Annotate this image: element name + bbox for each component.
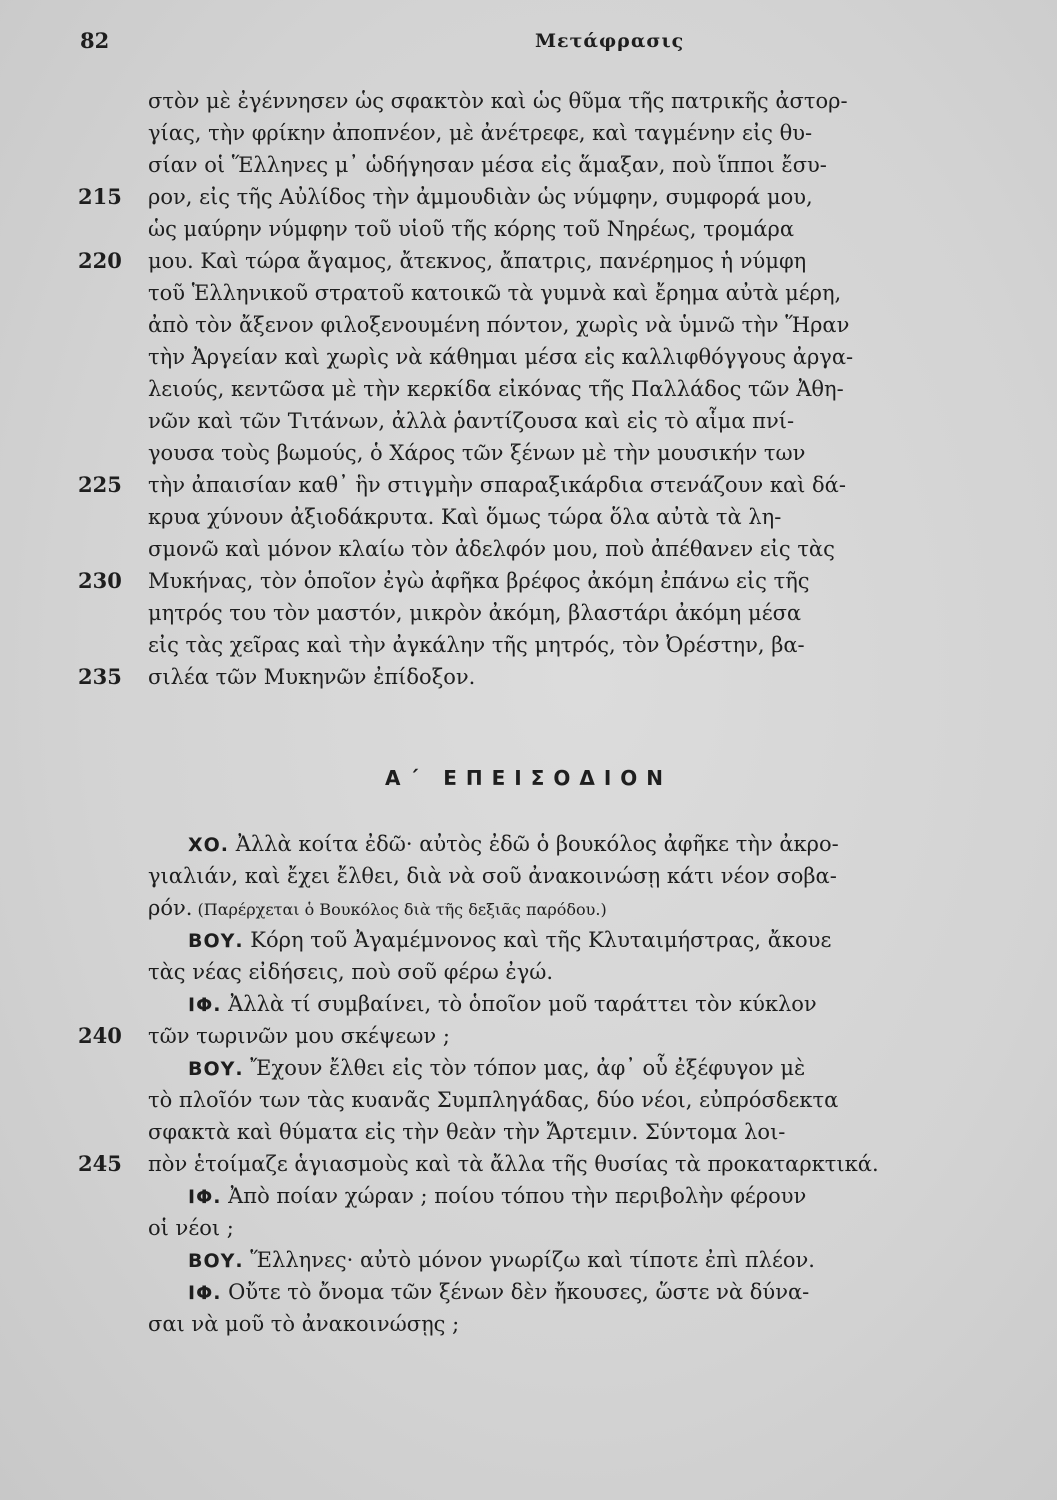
line-text: γουσα τοὺς βωμούς, ὁ Χάρος τῶν ξένων μὲ τὴν μουσικήν των bbox=[148, 441, 806, 465]
text-line bbox=[0, 117, 1057, 149]
verse-text: σφακτὰ καὶ θύματα εἰς τὴν θεὰν τὴν Ἄρτεμιν. Σύντομα λοι- bbox=[148, 1120, 786, 1144]
line-text: στὸν μὲ ἐγέννησεν ὡς σφακτὸν καὶ ὡς θῦμα τῆς πατρικῆς ἀστορ- bbox=[148, 89, 848, 113]
verse-text: Ἀλλὰ κοίτα ἐδῶ· αὐτὸς ἐδῶ ὁ βουκόλος ἀφῆκε τὴν ἀκρο- bbox=[229, 832, 839, 856]
text-line bbox=[0, 245, 1057, 277]
line-number: 230 bbox=[78, 568, 122, 593]
verse-text: πὸν ἑτοίμαζε ἁγιασμοὺς καὶ τὰ ἄλλα τῆς θυσίας τὰ προκαταρκτικά. bbox=[148, 1152, 879, 1176]
text-line bbox=[0, 277, 1057, 309]
text-line bbox=[0, 501, 1057, 533]
text-line bbox=[0, 149, 1057, 181]
line-text: σιλέα τῶν Μυκηνῶν ἐπίδοξον. bbox=[148, 665, 476, 689]
passage-monologue bbox=[0, 85, 1057, 693]
line-text bbox=[188, 1052, 993, 1084]
line-text bbox=[148, 1212, 993, 1244]
line-number: 245 bbox=[78, 1151, 122, 1176]
line-text: ρον, εἰς τῆς Αὐλίδος τὴν ἀμμουδιὰν ὡς νύμφην, συμφορά μου, bbox=[148, 185, 813, 209]
passage-dialogue bbox=[0, 828, 1057, 1340]
text-line bbox=[0, 597, 1057, 629]
line-text: κρυα χύνουν ἀξιοδάκρυτα. Καὶ ὅμως τώρα ὅλα αὐτὰ τὰ λη- bbox=[148, 505, 782, 529]
speaker-label: ΙΦ. bbox=[188, 994, 222, 1016]
text-line bbox=[0, 533, 1057, 565]
speaker-label: ΒΟΥ. bbox=[188, 1058, 244, 1080]
verse-text: Κόρη τοῦ Ἀγαμέμνονος καὶ τῆς Κλυταιμήστρας, ἄκουε bbox=[243, 928, 832, 952]
text-line bbox=[0, 1052, 1057, 1084]
line-text: τὴν Ἀργείαν καὶ χωρὶς νὰ κάθημαι μέσα εἰς καλλιφθόγγους ἀργα- bbox=[148, 345, 854, 369]
verse-text: σαι νὰ μοῦ τὸ ἀνακοινώσῃς ; bbox=[148, 1312, 460, 1336]
line-text: ἀπὸ τὸν ἄξενον φιλοξενουμένη πόντον, χωρὶς νὰ ὑμνῶ τὴν Ἥραν bbox=[148, 313, 850, 337]
text-line bbox=[0, 828, 1057, 860]
text-line bbox=[0, 629, 1057, 661]
text-line bbox=[0, 1020, 1057, 1052]
text-line bbox=[0, 437, 1057, 469]
text-line bbox=[0, 213, 1057, 245]
line-number: 235 bbox=[78, 664, 122, 689]
line-text bbox=[148, 1116, 993, 1148]
line-text bbox=[148, 892, 993, 924]
text-line bbox=[0, 956, 1057, 988]
line-number: 225 bbox=[78, 472, 122, 497]
verse-text: τὸ πλοῖόν των τὰς κυανᾶς Συμπληγάδας, δύο νέοι, εὐπρόσδεκτα bbox=[148, 1088, 839, 1112]
line-text: νῶν καὶ τῶν Τιτάνων, ἀλλὰ ῥαντίζουσα καὶ εἰς τὸ αἷμα πνί- bbox=[148, 409, 795, 433]
text-line bbox=[0, 1084, 1057, 1116]
verse-text: οἱ νέοι ; bbox=[148, 1216, 234, 1240]
verse-text: Ἀλλὰ τί συμβαίνει, τὸ ὁποῖον μοῦ ταράττει τὸν κύκλον bbox=[221, 992, 817, 1016]
speaker-label: ΙΦ. bbox=[188, 1282, 222, 1304]
text-line bbox=[0, 860, 1057, 892]
text-line bbox=[0, 1148, 1057, 1180]
line-text: τοῦ Ἑλληνικοῦ στρατοῦ κατοικῶ τὰ γυμνὰ καὶ ἔρημα αὐτὰ μέρη, bbox=[148, 281, 842, 305]
line-text bbox=[188, 1180, 993, 1212]
verse-text: Ἕλληνες· αὐτὸ μόνον γνωρίζω καὶ τίποτε ἐπὶ πλέον. bbox=[243, 1248, 815, 1272]
line-text: εἰς τὰς χεῖρας καὶ τὴν ἀγκάλην τῆς μητρός, τὸν Ὀρέστην, βα- bbox=[148, 633, 805, 657]
line-text: σίαν οἱ Ἕλληνες μ᾿ ὡδήγησαν μέσα εἰς ἅμαξαν, ποὺ ἵπποι ἔσυ- bbox=[148, 153, 827, 177]
line-text bbox=[148, 1148, 993, 1180]
line-text bbox=[148, 1084, 993, 1116]
line-number: 215 bbox=[78, 184, 122, 209]
line-text: ὡς μαύρην νύμφην τοῦ υἱοῦ τῆς κόρης τοῦ Νηρέως, τρομάρα bbox=[148, 217, 795, 241]
text-line bbox=[0, 988, 1057, 1020]
line-text: Μυκήνας, τὸν ὁποῖον ἐγὼ ἀφῆκα βρέφος ἀκόμη ἐπάνω εἰς τῆς bbox=[148, 569, 810, 593]
text-line bbox=[0, 1116, 1057, 1148]
text-line bbox=[0, 1212, 1057, 1244]
line-text bbox=[148, 1020, 993, 1052]
running-title: Μετάφρασις bbox=[535, 30, 685, 52]
text-line bbox=[0, 373, 1057, 405]
speaker-label: ΧΟ. bbox=[188, 834, 230, 856]
line-text: σμονῶ καὶ μόνον κλαίω τὸν ἀδελφόν μου, ποὺ ἀπέθανεν εἰς τὰς bbox=[148, 537, 835, 561]
line-text bbox=[188, 1244, 993, 1276]
text-line bbox=[0, 924, 1057, 956]
verse-text: ρόν. bbox=[148, 896, 193, 920]
speaker-label: ΒΟΥ. bbox=[188, 1250, 244, 1272]
verse-text: τῶν τωρινῶν μου σκέψεων ; bbox=[148, 1024, 450, 1048]
text-line bbox=[0, 1276, 1057, 1308]
speaker-label: ΙΦ. bbox=[188, 1186, 222, 1208]
verse-text: Ἀπὸ ποίαν χώραν ; ποίου τόπου τὴν περιβολὴν φέρουν bbox=[221, 1184, 807, 1208]
line-text bbox=[148, 1308, 993, 1340]
text-line bbox=[0, 469, 1057, 501]
line-number: 240 bbox=[78, 1023, 122, 1048]
verse-text: Ἔχουν ἔλθει εἰς τὸν τόπον μας, ἀφ᾿ οὗ ἐξέφυγον μὲ bbox=[243, 1056, 806, 1080]
text-line bbox=[0, 85, 1057, 117]
page-header bbox=[80, 28, 1000, 58]
line-text: μου. Καὶ τώρα ἄγαμος, ἄτεκνος, ἄπατρις, πανέρημος ἡ νύμφη bbox=[148, 249, 807, 273]
text-line bbox=[0, 1180, 1057, 1212]
verse-text: τὰς νέας εἰδήσεις, ποὺ σοῦ φέρω ἐγώ. bbox=[148, 960, 554, 984]
speaker-label: ΒΟΥ. bbox=[188, 930, 244, 952]
section-heading: Α΄ ΕΠΕΙΣΟΔΙΟΝ bbox=[384, 766, 673, 790]
line-text bbox=[188, 924, 993, 956]
line-text: γίας, τὴν φρίκην ἀποπνέον, μὲ ἀνέτρεφε, καὶ ταγμένην εἰς θυ- bbox=[148, 121, 813, 145]
line-text bbox=[188, 828, 993, 860]
text-line bbox=[0, 1308, 1057, 1340]
text-line bbox=[0, 405, 1057, 437]
line-text: μητρός του τὸν μαστόν, μικρὸν ἀκόμη, βλαστάρι ἀκόμη μέσα bbox=[148, 601, 802, 625]
line-text bbox=[148, 956, 993, 988]
text-line bbox=[0, 181, 1057, 213]
text-line bbox=[0, 892, 1057, 924]
stage-direction: (Παρέρχεται ὁ Βουκόλος διὰ τῆς δεξιᾶς παρόδου.) bbox=[192, 900, 607, 919]
line-text: λειούς, κεντῶσα μὲ τὴν κερκίδα εἰκόνας τῆς Παλλάδος τῶν Ἀθη- bbox=[148, 377, 844, 401]
text-line bbox=[0, 341, 1057, 373]
text-line bbox=[0, 309, 1057, 341]
text-line bbox=[0, 1244, 1057, 1276]
line-text bbox=[188, 1276, 993, 1308]
line-text bbox=[148, 860, 993, 892]
verse-text: Οὔτε τὸ ὄνομα τῶν ξένων δὲν ἤκουσες, ὥστε νὰ δύνα- bbox=[221, 1280, 810, 1304]
page-number: 82 bbox=[80, 28, 110, 53]
line-text bbox=[188, 988, 993, 1020]
line-text: τὴν ἀπαισίαν καθ᾿ ἣν στιγμὴν σπαραξικάρδια στενάζουν καὶ δά- bbox=[148, 473, 846, 497]
text-line bbox=[0, 661, 1057, 693]
line-number: 220 bbox=[78, 248, 122, 273]
text-line bbox=[0, 565, 1057, 597]
verse-text: γιαλιάν, καὶ ἔχει ἔλθει, διὰ νὰ σοῦ ἀνακοινώσῃ κάτι νέον σοβα- bbox=[148, 864, 837, 888]
